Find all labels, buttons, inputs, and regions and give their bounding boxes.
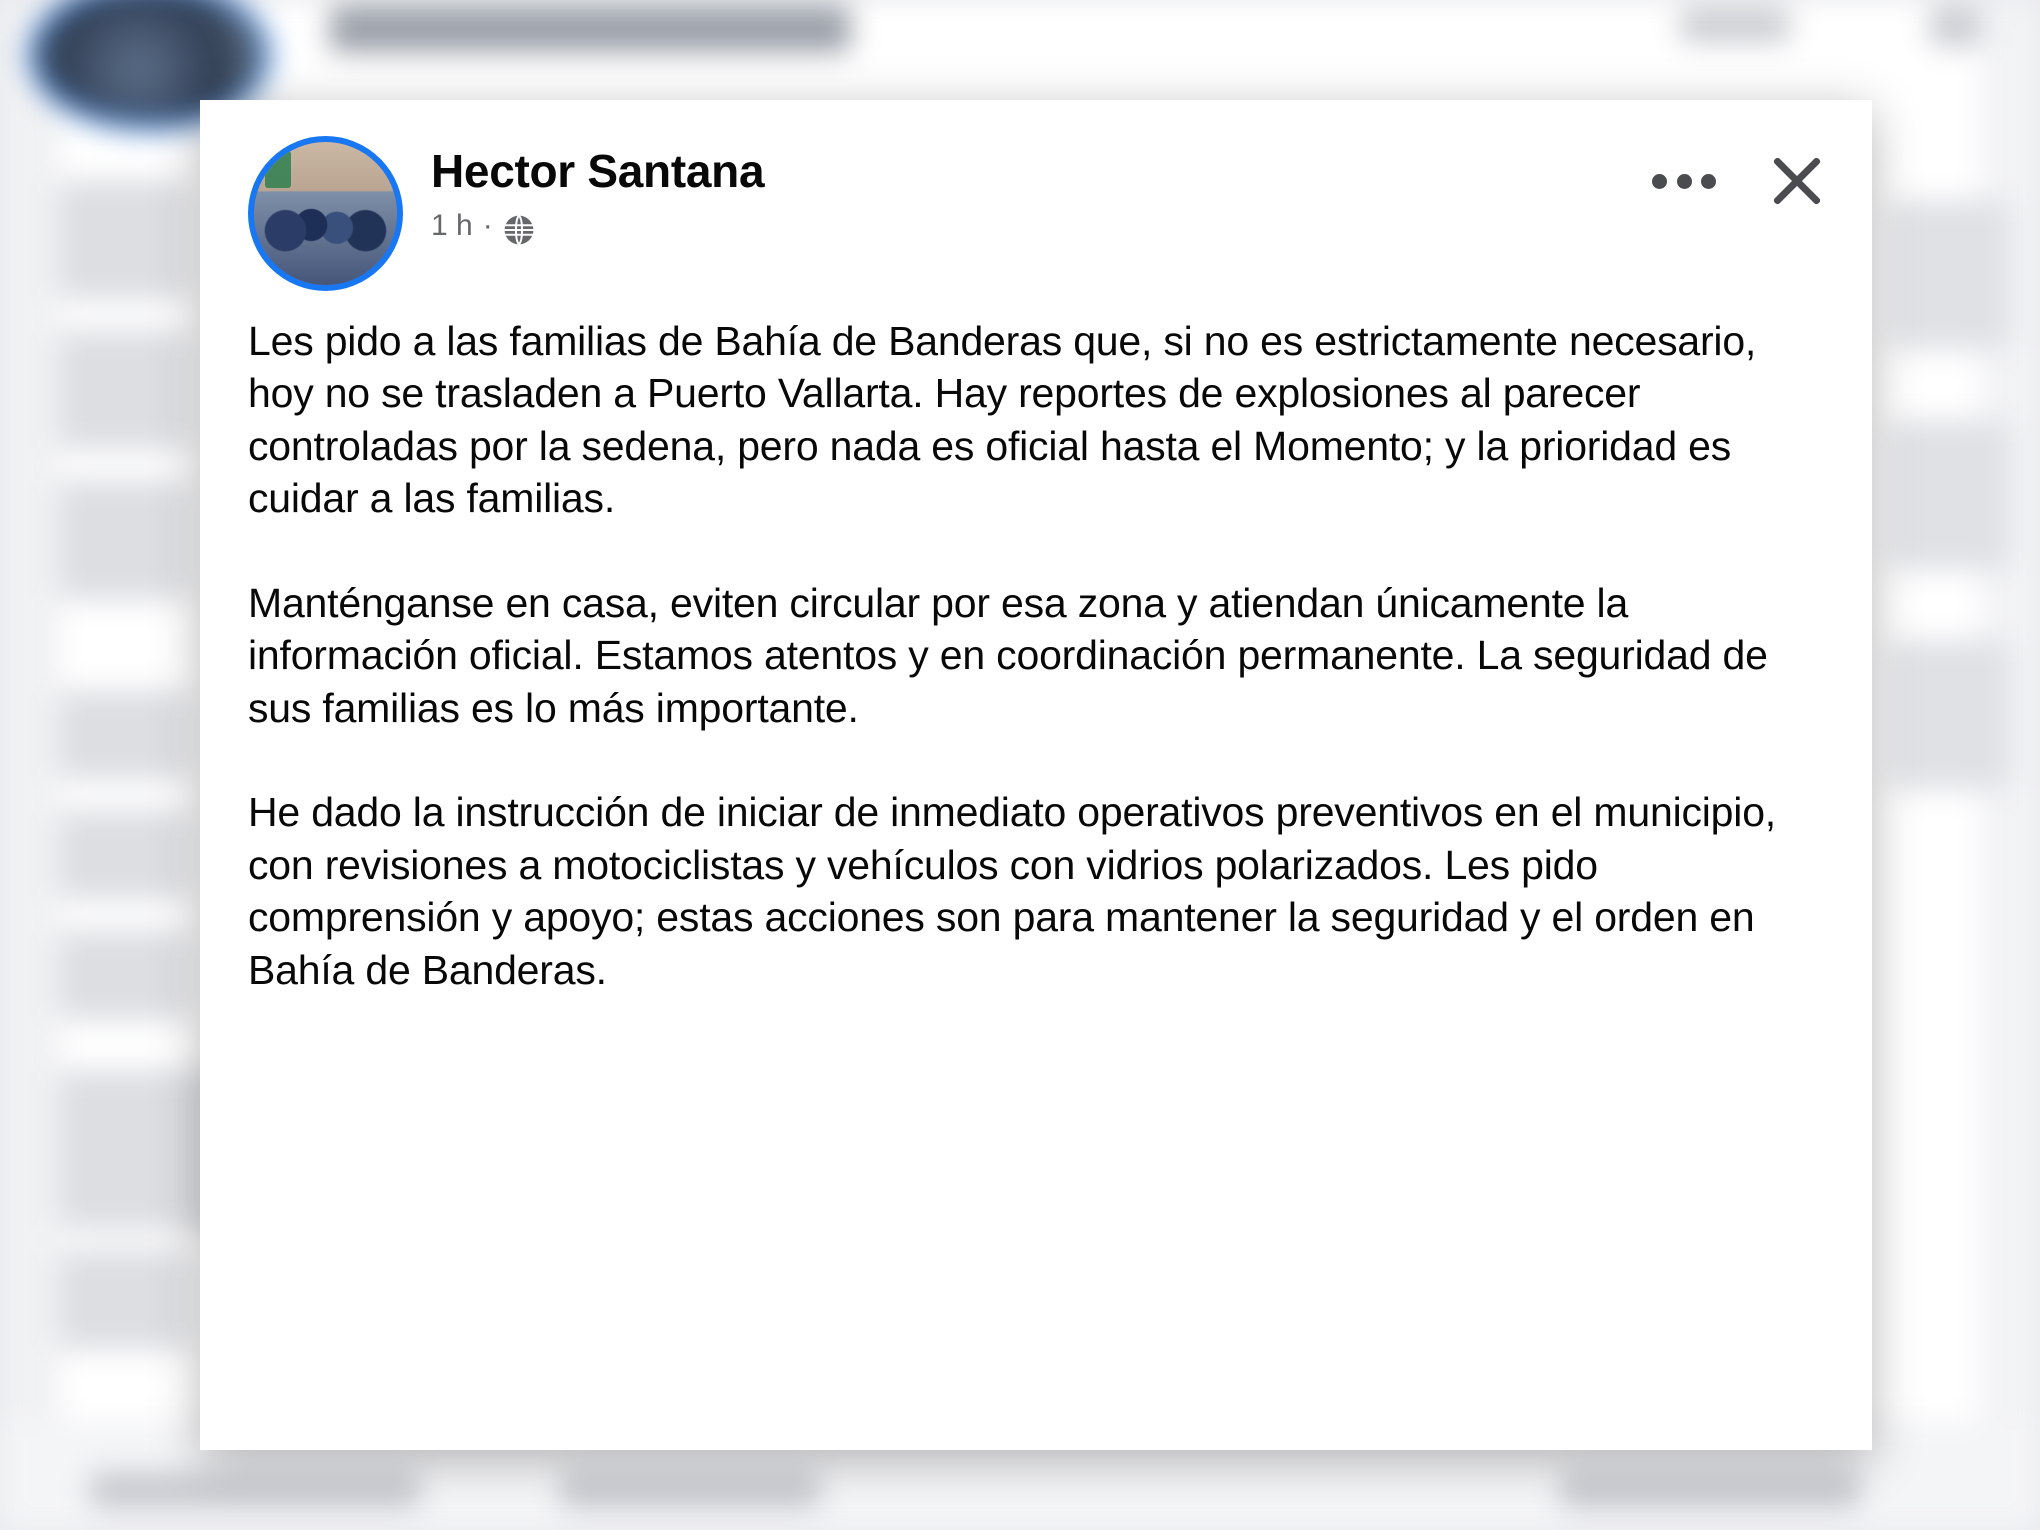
meta-separator: · xyxy=(482,208,493,242)
more-options-button[interactable] xyxy=(1652,161,1716,201)
post-paragraph: He dado la instrucción de iniciar de inmediato operativos preventivos en el municipio, con revisiones a motociclistas y vehículos con vidrios polarizados. Les pido comprensión y apoyo; estas acciones son para mantener la seguridad y el orden en Bahía de Banderas. xyxy=(248,789,1788,993)
ellipsis-icon xyxy=(1701,174,1716,189)
post-paragraph: Manténganse en casa, eviten circular por esa zona y atiendan únicamente la información oficial. Estamos atentos y en coordinación permanente. La seguridad de sus familias es lo más importante. xyxy=(248,579,1779,731)
background-side-card xyxy=(1890,420,2010,570)
dialog-actions xyxy=(1652,136,1826,210)
background-name-placeholder xyxy=(330,6,850,52)
background-list-item xyxy=(60,930,190,1020)
background-list-item xyxy=(60,1070,220,1230)
background-list-item xyxy=(60,480,190,600)
globe-icon[interactable] xyxy=(503,214,535,246)
background-list-item xyxy=(60,330,190,450)
post-paragraph: Les pido a las familias de Bahía de Banderas que, si no es estrictamente necesario, hoy no se trasladen a Puerto Vallarta. Hay reportes de explosiones al parecer controladas por la sedena, pero nada es oficial hasta el Momento; y la prioridad es cuidar a las familias. xyxy=(248,318,1768,522)
ellipsis-icon xyxy=(1677,174,1692,189)
post-meta xyxy=(431,209,1652,243)
background-bottom-chip xyxy=(1560,1472,1860,1508)
close-button[interactable] xyxy=(1768,152,1826,210)
background-list-item xyxy=(60,180,190,300)
background-side-card xyxy=(1890,200,2010,350)
background-bottom-chip xyxy=(560,1472,820,1508)
avatar-image xyxy=(254,142,397,285)
ellipsis-icon xyxy=(1652,174,1667,189)
post-dialog xyxy=(200,100,1872,1450)
post-header xyxy=(200,100,1872,315)
author-avatar[interactable] xyxy=(248,136,403,291)
background-side-card xyxy=(1890,640,2010,790)
post-content xyxy=(200,315,1872,996)
author-info xyxy=(431,136,1652,243)
background-list-item xyxy=(60,810,190,900)
background-list-item xyxy=(60,1250,190,1350)
author-name[interactable]: Hector Santana xyxy=(431,145,765,197)
background-left-column xyxy=(0,0,60,1530)
background-list-item xyxy=(60,690,190,780)
background-header-chip-1 xyxy=(1680,8,1790,42)
post-timestamp[interactable]: 1 h xyxy=(431,208,473,242)
background-bottom-chip xyxy=(90,1472,420,1508)
